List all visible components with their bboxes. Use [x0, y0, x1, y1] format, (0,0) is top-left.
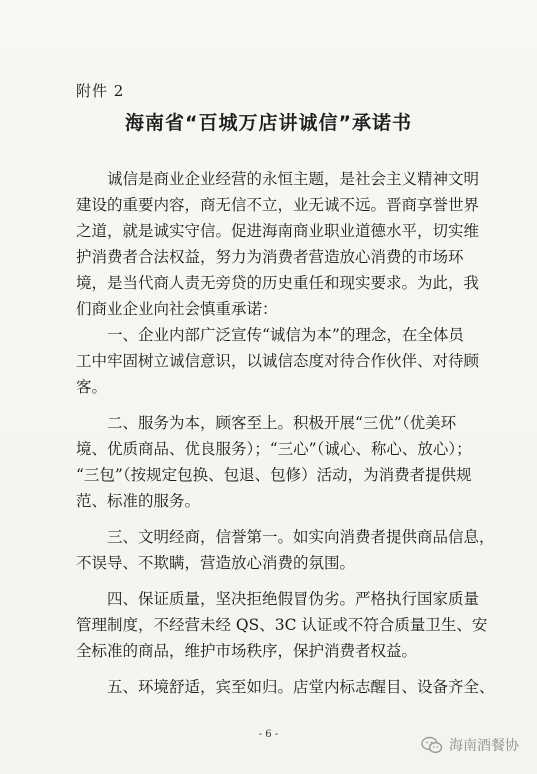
page-number: - 6 - [258, 729, 279, 740]
text-line: 们商业企业向社会慎重承诺： [76, 300, 278, 318]
text-line: 三、文明经商，信誉第一。如实向消费者提供商品信息， [107, 528, 495, 546]
text-line: 境、优质商品、优良服务）；“三心”（诚心、称心、放心）； [76, 440, 472, 458]
paragraph-gap [76, 400, 469, 410]
paragraph-gap [76, 576, 469, 586]
paragraph-gap [76, 664, 469, 674]
text-line: 护消费者合法权益，努力为消费者营造放心消费的市场环 [76, 248, 464, 266]
text-line: 客。 [76, 378, 108, 396]
watermark-text: 海南酒餐协 [449, 738, 519, 754]
text-line: 建设的重要内容，商无信不立，业无诚不远。晋商享誉世界 [76, 196, 480, 214]
text-line: 全标准的商品，维护市场秩序，保护消费者权益。 [76, 642, 418, 660]
text-line: 境，是当代商人责无旁贷的历史重任和现实要求。为此，我 [76, 274, 480, 292]
text-line: 一、企业内部广泛宣传“诚信为本”的理念，在全体员 [107, 326, 464, 344]
text-line: 五、环境舒适，宾至如归。店堂内标志醒目、设备齐全、 [107, 678, 495, 696]
text-line: 四、保证质量，坚决拒绝假冒伪劣。严格执行国家质量 [107, 590, 480, 608]
wechat-icon [421, 736, 443, 754]
text-line: 管理制度，不经营未经 QS、3C 认证或不符合质量卫生、安 [76, 616, 488, 634]
text-line: 诚信是商业企业经营的永恒主题，是社会主义精神文明 [107, 170, 480, 188]
document-body [76, 166, 495, 700]
watermark [421, 735, 519, 755]
text-line: 不误导、不欺瞒，营造放心消费的氛围。 [76, 554, 356, 572]
document-title: 海南省“百城万店讲诚信”承诺书 [125, 112, 412, 134]
text-line: 之道，就是诚实守信。促进海南商业职业道德水平，切实维 [76, 222, 480, 240]
text-line: 工中牢固树立诚信意识，以诚信态度对待合作伙伴、对待顾 [76, 352, 480, 370]
text-line: “三包”（按规定包换、包退、包修）活动，为消费者提供规 [76, 466, 472, 484]
attachment-label: 附件 2 [76, 82, 125, 100]
text-line: 范、标准的服务。 [76, 492, 201, 510]
paragraph-gap [76, 514, 469, 524]
text-line: 二、服务为本，顾客至上。积极开展“三优”（优美环 [107, 414, 457, 432]
